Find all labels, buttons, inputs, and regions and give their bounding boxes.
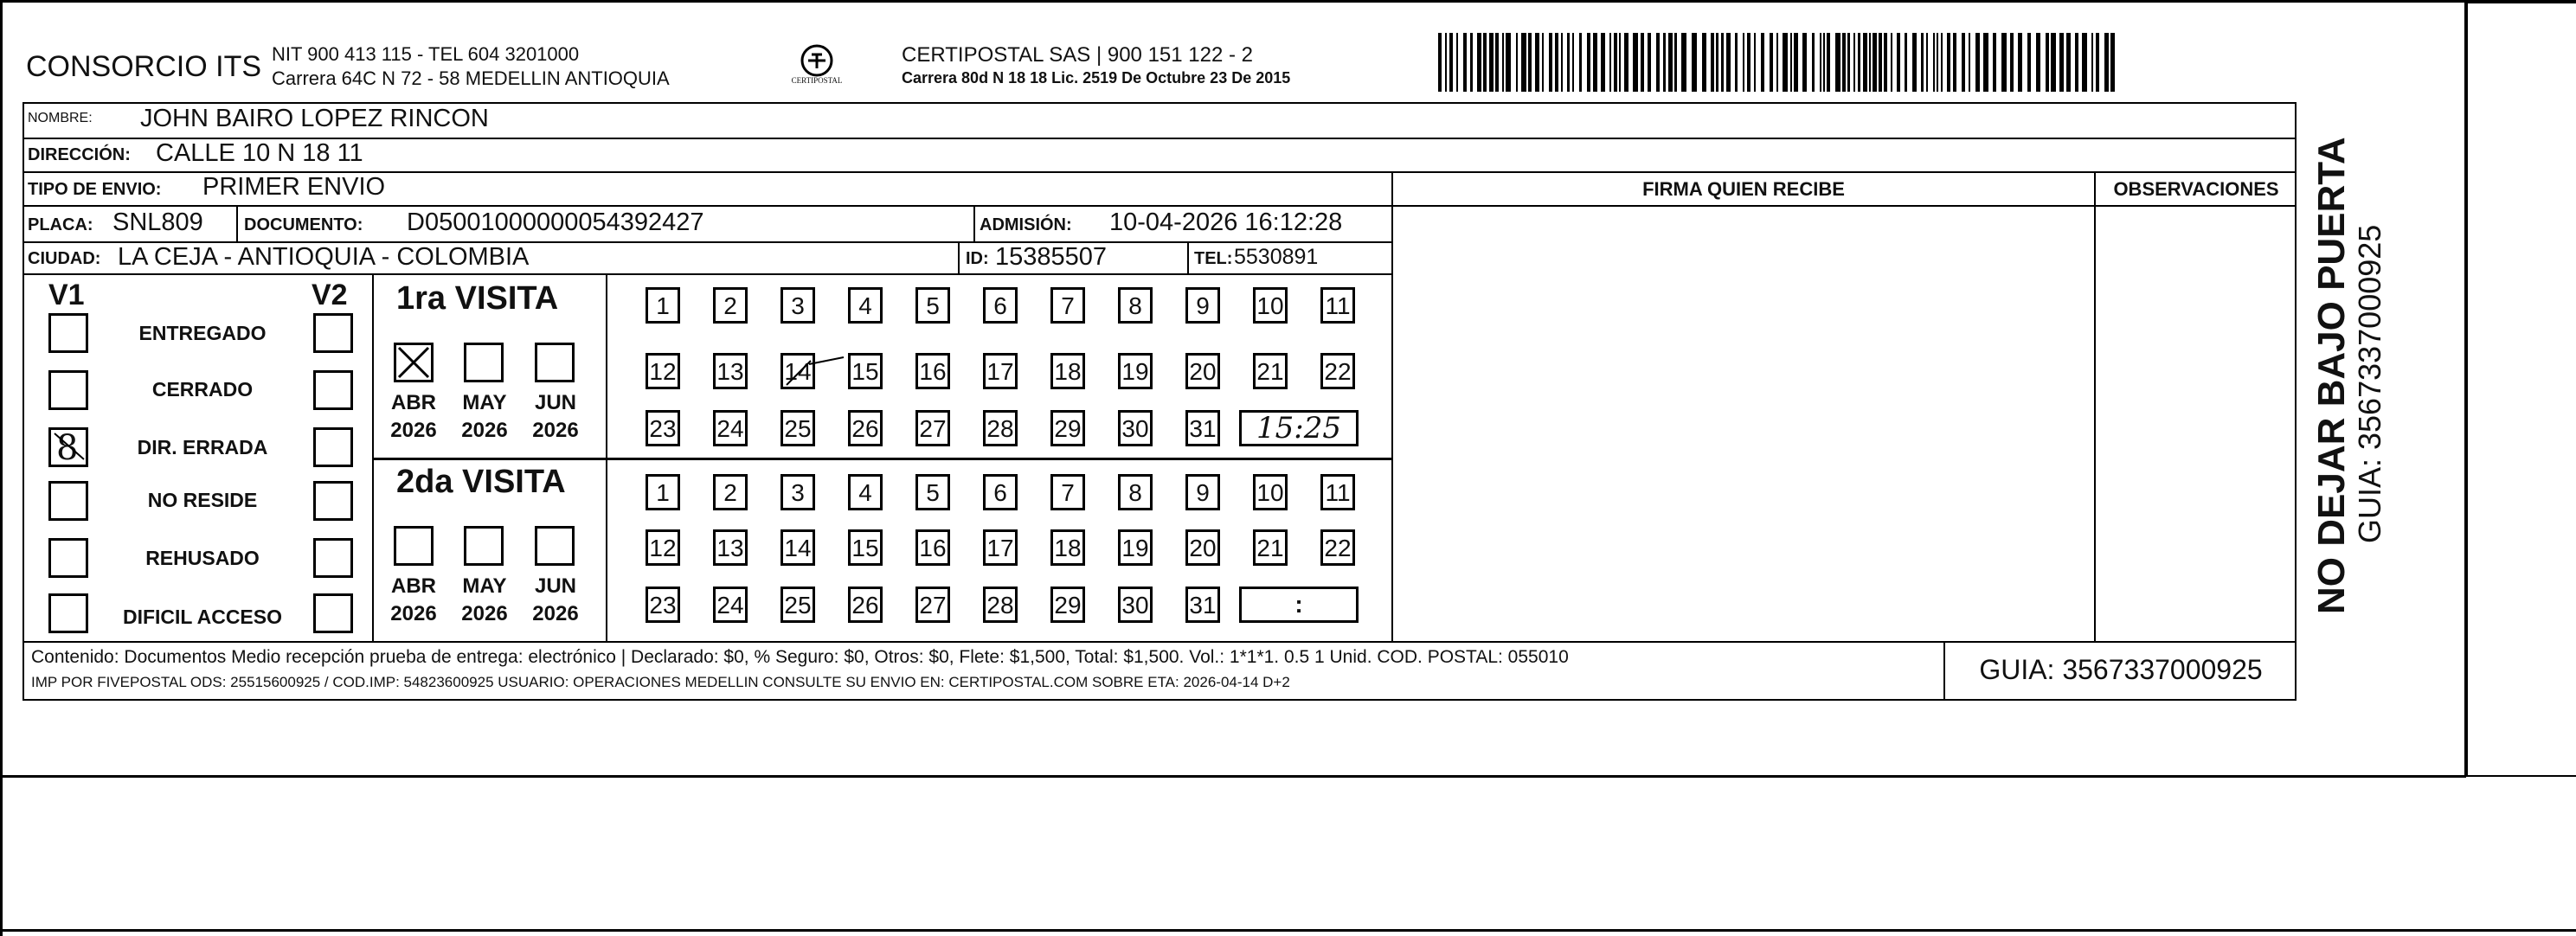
v1-checkbox-cerrado[interactable]	[48, 370, 88, 410]
tel-label: TEL:	[1194, 249, 1233, 268]
barcode	[1438, 33, 2122, 92]
first-visit-month-abr: ABR	[391, 391, 436, 414]
first-visit-day-31[interactable]: 31	[1185, 410, 1220, 446]
first-visit-day-16[interactable]: 16	[915, 353, 950, 389]
second-visit-day-17[interactable]: 17	[983, 529, 1018, 566]
second-visit-day-23[interactable]: 23	[646, 587, 680, 623]
first-visit-day-1[interactable]: 1	[646, 287, 680, 324]
first-visit-day-11[interactable]: 11	[1320, 287, 1355, 324]
placa-label: PLACA:	[28, 215, 93, 234]
first-visit-day-21[interactable]: 21	[1253, 353, 1288, 389]
first-visit-month-jun: JUN	[534, 391, 576, 414]
first-visit-day-8[interactable]: 8	[1118, 287, 1153, 324]
first-visit-day-25[interactable]: 25	[781, 410, 815, 446]
second-visit-day-26[interactable]: 26	[848, 587, 883, 623]
second-visit-day-31[interactable]: 31	[1185, 587, 1220, 623]
tipo-label: TIPO DE ENVIO:	[28, 180, 162, 199]
row-line-1	[22, 138, 2297, 139]
v1-checkbox-rehusado[interactable]	[48, 538, 88, 578]
status-dir-errada: DIR. ERRADA	[137, 436, 268, 458]
col-obs-left	[2094, 171, 2096, 643]
col-placa	[236, 205, 238, 242]
second-visit-year-may: 2026	[461, 602, 508, 625]
first-visit-day-23[interactable]: 23	[646, 410, 680, 446]
second-visit-title: 2da VISITA	[396, 464, 566, 500]
barcode-bar	[2110, 33, 2115, 92]
second-visit-day-2[interactable]: 2	[713, 474, 748, 510]
first-visit-day-13[interactable]: 13	[713, 353, 748, 389]
certipostal-logo	[791, 42, 843, 93]
first-visit-day-28[interactable]: 28	[983, 410, 1018, 446]
v1-checkbox-dir-errada[interactable]	[48, 427, 88, 467]
first-visit-day-14[interactable]: 14	[781, 353, 815, 389]
second-visit-day-11[interactable]: 11	[1320, 474, 1355, 510]
certipostal-line: CERTIPOSTAL SAS | 900 151 122 - 2	[902, 43, 1253, 67]
second-visit-month-may: MAY	[462, 574, 507, 598]
second-visit-year-jun: 2026	[532, 602, 579, 625]
v1-checkbox-no-reside[interactable]	[48, 481, 88, 521]
status-no-reside: NO RESIDE	[147, 489, 258, 511]
col-firma-left	[1391, 171, 1393, 643]
second-visit-day-6[interactable]: 6	[983, 474, 1018, 510]
second-visit-day-12[interactable]: 12	[646, 529, 680, 566]
side-guia: GUIA: 3567337000925	[2352, 224, 2387, 543]
col-status-right	[372, 273, 374, 642]
first-visit-title: 1ra VISITA	[396, 280, 559, 317]
second-visit-day-10[interactable]: 10	[1253, 474, 1288, 510]
second-visit-day-19[interactable]: 19	[1118, 529, 1153, 566]
second-visit-time-value: :	[1294, 591, 1303, 618]
first-visit-day-9[interactable]: 9	[1185, 287, 1220, 324]
nombre-value: JOHN BAIRO LOPEZ RINCON	[140, 105, 489, 132]
second-visit-day-24[interactable]: 24	[713, 587, 748, 623]
second-visit-day-9[interactable]: 9	[1185, 474, 1220, 510]
second-visit-day-22[interactable]: 22	[1320, 529, 1355, 566]
second-visit-month-may-box[interactable]	[464, 526, 504, 566]
ciudad-label: CIUDAD:	[28, 249, 101, 268]
frame-right-mid-line	[2468, 775, 2576, 777]
second-visit-month-jun: JUN	[534, 574, 576, 598]
col-id	[958, 241, 960, 274]
v2-label: V2	[312, 279, 348, 311]
v2-checkbox-dificil-acceso[interactable]	[313, 593, 353, 633]
second-visit-day-3[interactable]: 3	[781, 474, 815, 510]
first-visit-month-may: MAY	[462, 391, 507, 414]
second-visit-month-jun-box[interactable]	[535, 526, 575, 566]
address-line: Carrera 64C N 72 - 58 MEDELLIN ANTIOQUIA	[272, 67, 670, 89]
nombre-label: NOMBRE:	[28, 111, 93, 125]
second-visit-day-8[interactable]: 8	[1118, 474, 1153, 510]
first-visit-month-abr-box[interactable]	[394, 343, 434, 382]
first-visit-time-value: 15:25	[1256, 411, 1341, 446]
documento-label: DOCUMENTO:	[244, 215, 363, 234]
v1-handwritten-mark: 8	[56, 428, 79, 468]
documento-value: D05001000000054392427	[407, 208, 704, 236]
first-visit-day-15[interactable]: 15	[848, 353, 883, 389]
direccion-value: CALLE 10 N 18 11	[156, 139, 363, 167]
first-visit-day-19[interactable]: 19	[1118, 353, 1153, 389]
second-visit-day-4[interactable]: 4	[848, 474, 883, 510]
second-visit-month-abr: ABR	[391, 574, 436, 598]
first-visit-day-2[interactable]: 2	[713, 287, 748, 324]
status-cerrado: CERRADO	[151, 378, 254, 401]
firma-label: FIRMA QUIEN RECIBE	[1642, 178, 1845, 200]
frame-right-top-line	[2468, 2, 2576, 3]
first-visit-day-6[interactable]: 6	[983, 287, 1018, 324]
frame-middle-line	[0, 775, 2466, 778]
row-line-3	[22, 205, 1393, 207]
first-visit-time[interactable]	[1239, 410, 1359, 446]
logo-text: CERTIPOSTAL	[791, 76, 843, 85]
second-visit-day-21[interactable]: 21	[1253, 529, 1288, 566]
v1-label: V1	[48, 279, 85, 311]
row-line-6	[372, 458, 1393, 460]
first-visit-day-5[interactable]: 5	[915, 287, 950, 324]
placa-value: SNL809	[112, 208, 203, 236]
first-visit-day-24[interactable]: 24	[713, 410, 748, 446]
col-visit-right	[606, 273, 607, 642]
status-rehusado: REHUSADO	[145, 547, 260, 569]
nit-line: NIT 900 413 115 - TEL 604 3201000	[272, 43, 580, 65]
second-visit-day-29[interactable]: 29	[1050, 587, 1085, 623]
col-admision	[973, 205, 975, 242]
tel-value: 5530891	[1234, 245, 1319, 269]
first-visit-day-12[interactable]: 12	[646, 353, 680, 389]
footer-contenido: Contenido: Documentos Medio recepción prueba de entrega: electrónico | Declarado: $0, % Seguro: $0, Otros: $0, Flete: $1,500, Total: $1,500. Vol.: 1*1*1. 0.5 1 Unid. COD. POSTAL: 055010	[31, 647, 1569, 667]
col-tel	[1187, 241, 1189, 274]
second-visit-day-7[interactable]: 7	[1050, 474, 1085, 510]
second-visit-day-18[interactable]: 18	[1050, 529, 1085, 566]
v2-checkbox-entregado[interactable]	[313, 313, 353, 353]
second-visit-day-25[interactable]: 25	[781, 587, 815, 623]
first-visit-day-20[interactable]: 20	[1185, 353, 1220, 389]
second-visit-day-15[interactable]: 15	[848, 529, 883, 566]
v2-checkbox-cerrado[interactable]	[313, 370, 353, 410]
second-visit-day-1[interactable]: 1	[646, 474, 680, 510]
direccion-label: DIRECCIÓN:	[28, 145, 131, 164]
second-visit-time[interactable]	[1239, 587, 1359, 623]
second-visit-day-27[interactable]: 27	[915, 587, 950, 623]
v2-checkbox-no-reside[interactable]	[313, 481, 353, 521]
frame-top-line	[0, 0, 2576, 3]
first-visit-year-jun: 2026	[532, 419, 579, 442]
footer-top-line	[22, 641, 2297, 643]
id-label: ID:	[966, 249, 989, 268]
first-visit-day-7[interactable]: 7	[1050, 287, 1085, 324]
row-line-firma	[1391, 205, 2297, 207]
first-visit-day-29[interactable]: 29	[1050, 410, 1085, 446]
first-visit-day-18[interactable]: 18	[1050, 353, 1085, 389]
status-entregado: ENTREGADO	[138, 322, 267, 344]
second-visit-day-16[interactable]: 16	[915, 529, 950, 566]
observaciones-label: OBSERVACIONES	[2113, 178, 2279, 200]
first-visit-day-26[interactable]: 26	[848, 410, 883, 446]
first-visit-day-3[interactable]: 3	[781, 287, 815, 324]
second-visit-day-14[interactable]: 14	[781, 529, 815, 566]
first-visit-month-jun-box[interactable]	[535, 343, 575, 382]
v1-checkbox-dificil-acceso[interactable]	[48, 593, 88, 633]
first-visit-year-abr: 2026	[390, 419, 437, 442]
first-visit-day-30[interactable]: 30	[1118, 410, 1153, 446]
first-visit-day-17[interactable]: 17	[983, 353, 1018, 389]
v1-checkbox-entregado[interactable]	[48, 313, 88, 353]
second-visit-year-abr: 2026	[390, 602, 437, 625]
first-visit-month-may-box[interactable]	[464, 343, 504, 382]
second-visit-day-13[interactable]: 13	[713, 529, 748, 566]
second-visit-day-30[interactable]: 30	[1118, 587, 1153, 623]
footer-imp: IMP POR FIVEPOSTAL ODS: 25515600925 / COD.IMP: 54823600925 USUARIO: OPERACIONES MEDELLIN CONSULTE SU ENVIO EN: CERTIPOSTAL.COM SOBRE ETA: 2026-04-14 D+2	[31, 674, 1290, 690]
v2-checkbox-rehusado[interactable]	[313, 538, 353, 578]
frame-right-line	[2464, 0, 2468, 777]
second-visit-day-20[interactable]: 20	[1185, 529, 1220, 566]
first-visit-year-may: 2026	[461, 419, 508, 442]
first-visit-day-4[interactable]: 4	[848, 287, 883, 324]
admision-value: 10-04-2026 16:12:28	[1109, 208, 1343, 236]
status-dificil-acceso: DIFICIL ACCESO	[122, 606, 282, 628]
second-visit-day-5[interactable]: 5	[915, 474, 950, 510]
first-visit-day-22[interactable]: 22	[1320, 353, 1355, 389]
tipo-value: PRIMER ENVIO	[202, 173, 386, 201]
frame-bottom-line	[0, 929, 2576, 932]
v2-checkbox-dir-errada[interactable]	[313, 427, 353, 467]
first-visit-day-10[interactable]: 10	[1253, 287, 1288, 324]
id-value: 15385507	[995, 243, 1108, 271]
ciudad-value: LA CEJA - ANTIOQUIA - COLOMBIA	[118, 243, 530, 271]
first-visit-day-27[interactable]: 27	[915, 410, 950, 446]
second-visit-day-28[interactable]: 28	[983, 587, 1018, 623]
no-dejar-bajo-puerta: NO DEJAR BAJO PUERTA	[2310, 137, 2353, 614]
second-visit-month-abr-box[interactable]	[394, 526, 434, 566]
admision-label: ADMISIÓN:	[980, 215, 1072, 234]
frame-left-line	[0, 0, 3, 936]
footer-guia: GUIA: 3567337000925	[1979, 654, 2263, 685]
certipostal-address: Carrera 80d N 18 18 Lic. 2519 De Octubre 23 De 2015	[902, 69, 1291, 87]
company-name: CONSORCIO ITS	[26, 50, 262, 83]
